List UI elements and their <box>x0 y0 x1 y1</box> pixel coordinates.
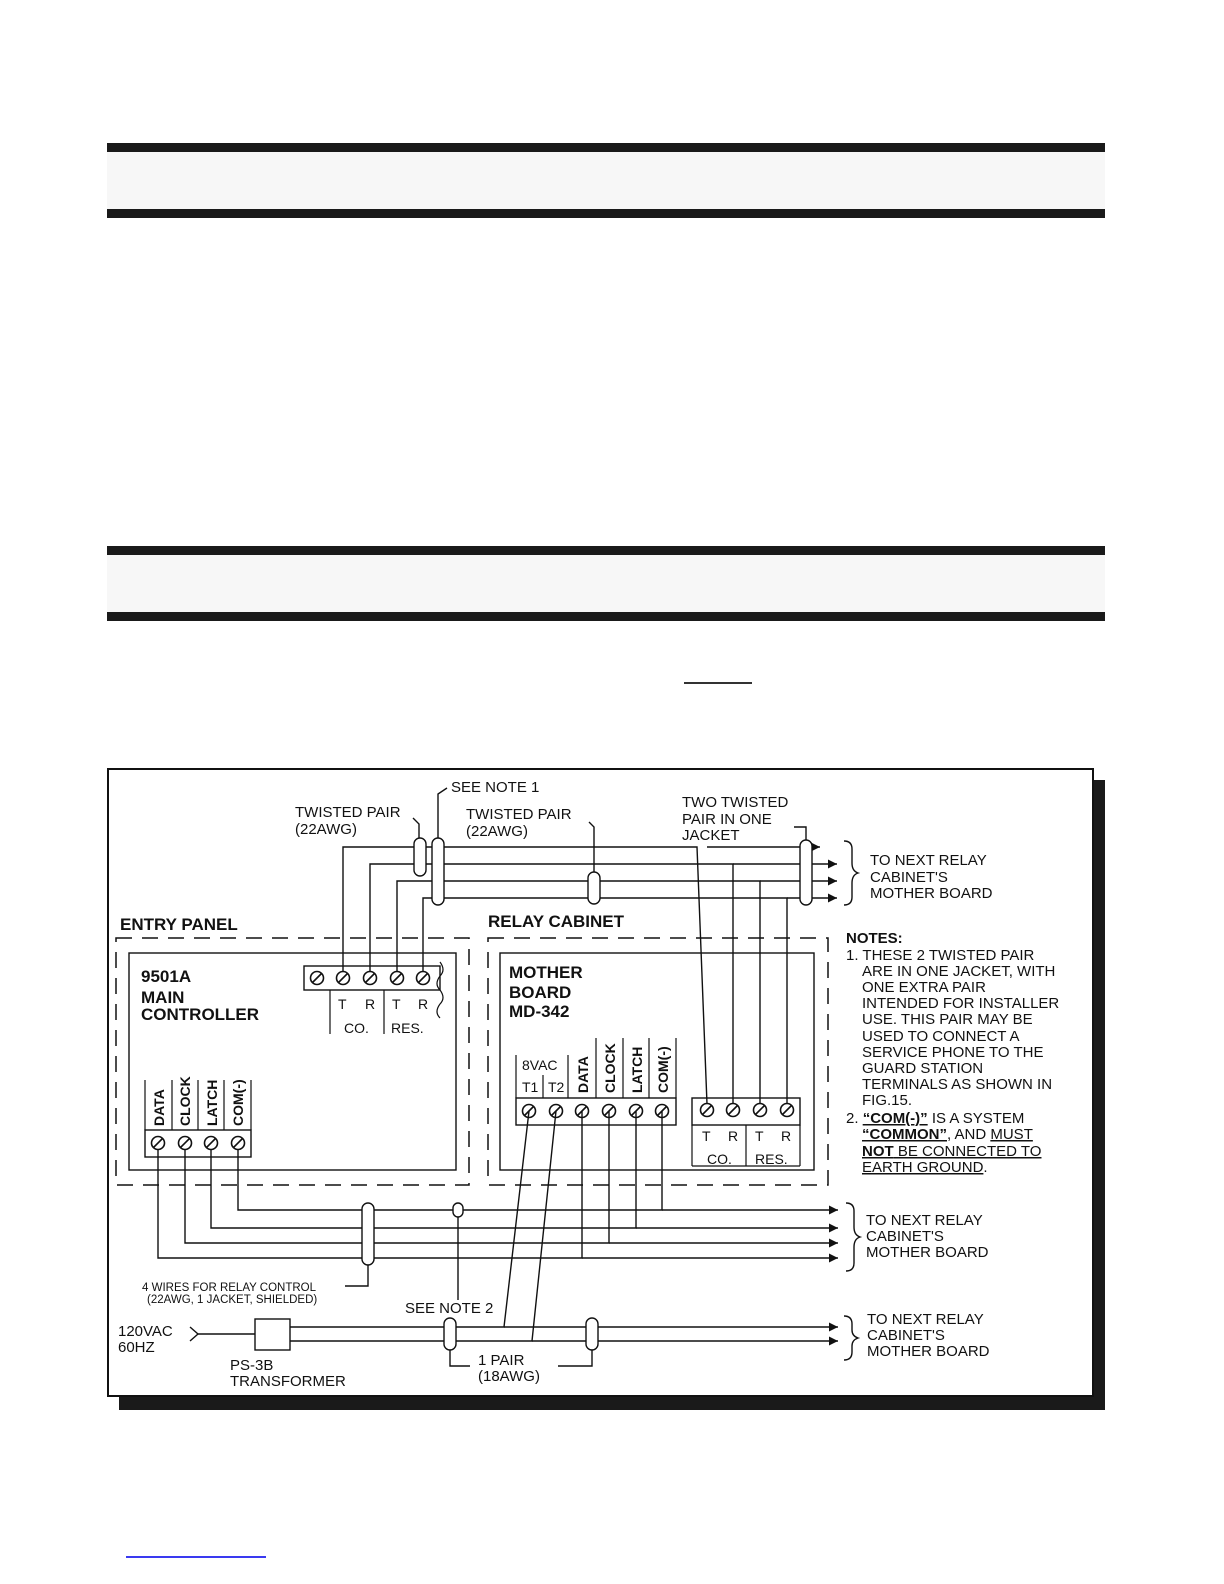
note-1-line-6: USED TO CONNECT A <box>862 1028 1020 1045</box>
see-note-2-label: SEE NOTE 2 <box>405 1300 494 1317</box>
note-2-line-2 <box>862 1126 1033 1143</box>
ps3b-label: PS-3B <box>230 1357 274 1374</box>
one-pair-label: 1 PAIR <box>478 1352 525 1369</box>
vac-120-label: 120VAC <box>118 1323 173 1340</box>
two-twisted-label-1: TWO TWISTED <box>682 794 789 811</box>
vac-label: 8VAC <box>522 1057 558 1073</box>
to-next-relay-mid-1: TO NEXT RELAY <box>866 1212 983 1229</box>
note-2-earth: EARTH GROUND <box>862 1159 984 1176</box>
twisted-pair-awg-2: (22AWG) <box>466 823 528 840</box>
to-next-relay-top-2: CABINET'S <box>870 869 948 886</box>
entry-latch-label: LATCH <box>204 1079 220 1126</box>
relay-latch-label: LATCH <box>629 1046 645 1093</box>
note-2-system: IS A SYSTEM <box>927 1110 1025 1127</box>
controller-label-1: 9501A <box>141 967 192 986</box>
twisted-pair-awg-1: (22AWG) <box>295 821 357 838</box>
four-wires-label-1: 4 WIRES FOR RELAY CONTROL <box>142 1282 317 1294</box>
two-twisted-label-3: JACKET <box>682 827 740 844</box>
see-note-1-label: SEE NOTE 1 <box>451 779 540 796</box>
note-1-line-3: ONE EXTRA PAIR <box>862 979 986 996</box>
relay-r-label-2: R <box>781 1128 792 1144</box>
to-next-relay-bottom-1: TO NEXT RELAY <box>867 1311 984 1328</box>
note-2-connected: BE CONNECTED TO <box>893 1143 1042 1160</box>
note-1-line-1: 1. THESE 2 TWISTED PAIR <box>846 947 1035 964</box>
entry-panel-title: ENTRY PANEL <box>120 915 238 934</box>
relay-r-label-1: R <box>728 1128 739 1144</box>
note-1-line-4: INTENDED FOR INSTALLER <box>862 995 1060 1012</box>
hz-60-label: 60HZ <box>118 1339 155 1356</box>
entry-r-label-1: R <box>365 996 376 1012</box>
twisted-pair-label-1: TWISTED PAIR <box>295 804 401 821</box>
note-2-period: . <box>983 1159 988 1176</box>
note-1-line-7: SERVICE PHONE TO THE <box>862 1044 1044 1061</box>
transformer-label: TRANSFORMER <box>230 1373 346 1390</box>
note-1-line-10: FIG.15. <box>862 1092 913 1109</box>
relay-t-label-1: T <box>702 1128 711 1144</box>
entry-t-label-2: T <box>392 996 401 1012</box>
controller-label-3: CONTROLLER <box>141 1005 260 1024</box>
note-2-and: , AND <box>947 1126 991 1143</box>
note-1-line-5: USE. THIS PAIR MAY BE <box>862 1011 1033 1028</box>
note-2-line-3 <box>862 1143 1041 1160</box>
relay-cabinet-title: RELAY CABINET <box>488 912 625 931</box>
note-2-com: “COM(-)” <box>862 1110 928 1127</box>
entry-clock-label: CLOCK <box>177 1076 193 1126</box>
relay-clock-label: CLOCK <box>602 1043 618 1093</box>
four-wires-label-2: (22AWG, 1 JACKET, SHIELDED) <box>147 1294 318 1306</box>
board-label-2: BOARD <box>509 983 572 1002</box>
entry-co-label: CO. <box>344 1020 369 1036</box>
relay-t-label-2: T <box>755 1128 764 1144</box>
board-label-1: MOTHER <box>509 963 583 982</box>
note-2-common: “COMMON” <box>862 1126 947 1143</box>
relay-co-label: CO. <box>707 1151 732 1167</box>
entry-data-label: DATA <box>151 1089 167 1126</box>
t2-label: T2 <box>548 1079 565 1095</box>
one-pair-awg-label: (18AWG) <box>478 1368 540 1385</box>
note-2-prefix: 2. <box>846 1110 863 1127</box>
to-next-relay-bottom-2: CABINET'S <box>867 1327 945 1344</box>
to-next-relay-bottom-3: MOTHER BOARD <box>867 1343 990 1360</box>
entry-t-label-1: T <box>338 996 347 1012</box>
to-next-relay-mid-2: CABINET'S <box>866 1228 944 1245</box>
note-2-line-1 <box>846 1110 1024 1127</box>
relay-com-label: COM(-) <box>655 1046 671 1093</box>
to-next-relay-top-1: TO NEXT RELAY <box>870 852 987 869</box>
entry-com-label: COM(-) <box>230 1079 246 1126</box>
relay-data-label: DATA <box>575 1056 591 1093</box>
transformer-box <box>255 1319 290 1350</box>
note-2-must: MUST <box>990 1126 1033 1143</box>
entry-res-label: RES. <box>391 1020 424 1036</box>
to-next-relay-top-3: MOTHER BOARD <box>870 885 993 902</box>
entry-r-label-2: R <box>418 996 429 1012</box>
note-1-line-9: TERMINALS AS SHOWN IN <box>862 1076 1053 1093</box>
twisted-pair-label-2: TWISTED PAIR <box>466 806 572 823</box>
note-2-line-4 <box>862 1159 988 1176</box>
relay-res-label: RES. <box>755 1151 788 1167</box>
to-next-relay-mid-3: MOTHER BOARD <box>866 1244 989 1261</box>
notes-title: NOTES: <box>846 930 903 947</box>
board-label-3: MD-342 <box>509 1002 570 1021</box>
controller-label-2: MAIN <box>141 988 185 1007</box>
two-twisted-label-2: PAIR IN ONE <box>682 811 772 828</box>
t1-label: T1 <box>522 1079 539 1095</box>
note-1-line-8: GUARD STATION <box>862 1060 984 1077</box>
note-2-not: NOT <box>862 1143 894 1160</box>
note-1-line-2: ARE IN ONE JACKET, WITH <box>862 963 1056 980</box>
